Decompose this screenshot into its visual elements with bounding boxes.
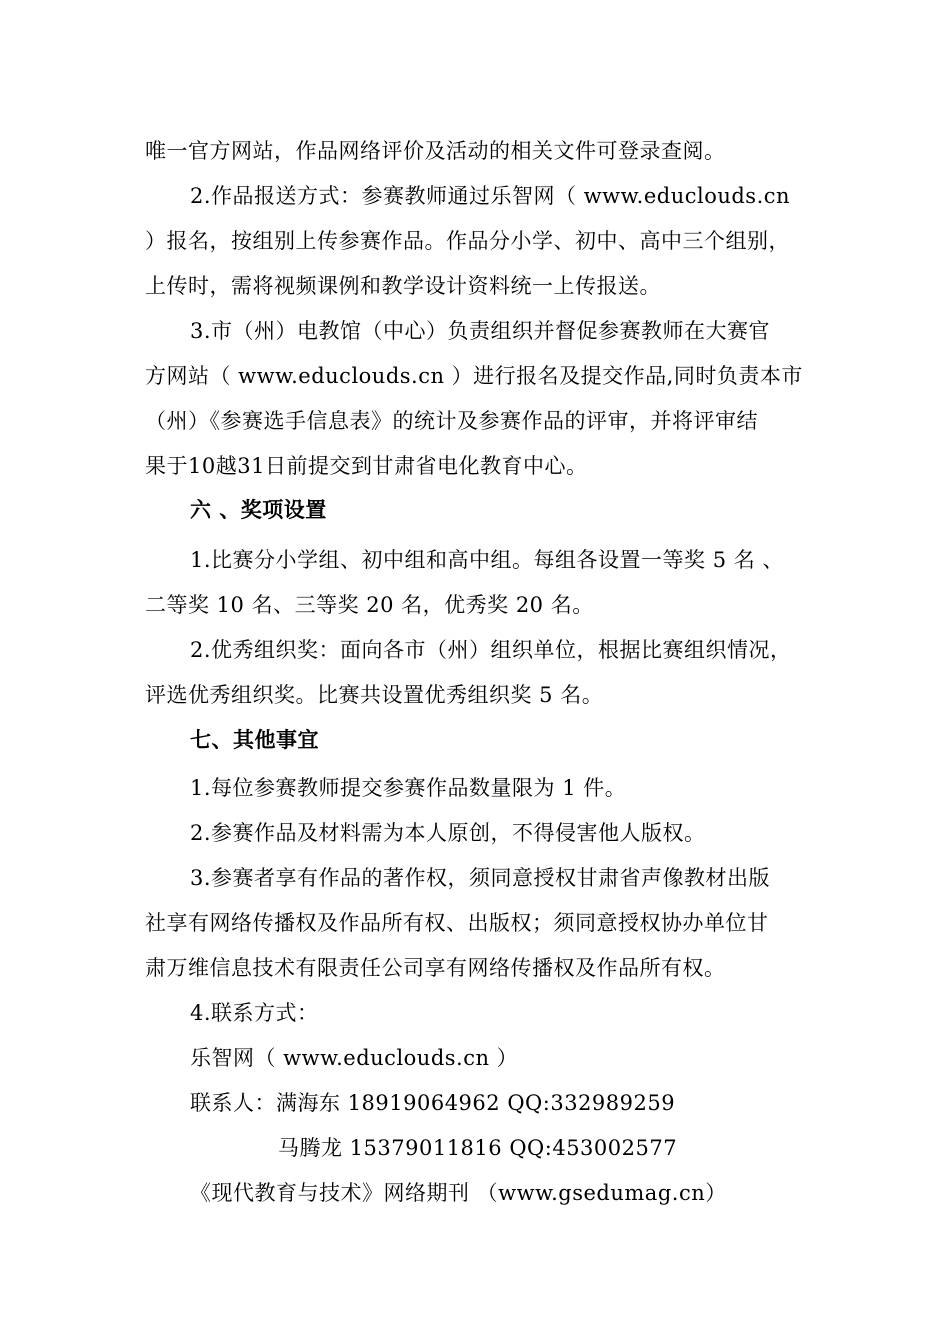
paragraph-line: 3.参赛者享有作品的著作权，须同意授权甘肃省声像教材出版 bbox=[190, 866, 771, 890]
paragraph-line: 唯一官方网站，作品网络评价及活动的相关文件可登录查阅。 bbox=[145, 139, 726, 163]
paragraph-line: 果于10越31日前提交到甘肃省电化教育中心。 bbox=[145, 454, 588, 478]
contact-line: 马腾龙 15379011816 QQ:453002577 bbox=[278, 1136, 678, 1160]
paragraph-line: 肃万维信息技术有限责任公司享有网络传播权及作品所有权。 bbox=[145, 956, 726, 980]
paragraph-line: 社享有网络传播权及作品所有权、出版权；须同意授权协办单位甘 bbox=[145, 911, 769, 935]
paragraph-line: 1.每位参赛教师提交参赛作品数量限为 1 件。 bbox=[190, 776, 627, 800]
paragraph-line: 2.参赛作品及材料需为本人原创，不得侵害他人版权。 bbox=[190, 821, 706, 845]
paragraph-line: 4.联系方式： bbox=[190, 1001, 319, 1025]
paragraph-line: 二等奖 10 名、三等奖 20 名，优秀奖 20 名。 bbox=[145, 593, 594, 617]
paragraph-line: 3.市（州）电教馆（中心）负责组织并督促参赛教师在大赛官 bbox=[190, 319, 771, 343]
paragraph-line: 方网站（ www.educlouds.cn ）进行报名及提交作品,同时负责本市 bbox=[145, 364, 803, 388]
journal-line: 《现代教育与技术》网络期刊 （www.gsedumag.cn） bbox=[190, 1181, 727, 1205]
paragraph-line: 2.作品报送方式：参赛教师通过乐智网（ www.educlouds.cn bbox=[190, 184, 791, 208]
website-line: 乐智网（ www.educlouds.cn ） bbox=[190, 1046, 519, 1070]
paragraph-line: 评选优秀组织奖。比赛共设置优秀组织奖 5 名。 bbox=[145, 683, 604, 707]
paragraph-line: （州）《参赛选手信息表》的统计及参赛作品的评审，并将评审结 bbox=[145, 409, 758, 433]
paragraph-line: ）报名，按组别上传参赛作品。作品分小学、初中、高中三个组别， bbox=[145, 229, 790, 253]
paragraph-line: 1.比赛分小学组、初中组和高中组。每组各设置一等奖 5 名 、 bbox=[190, 548, 784, 572]
section-heading: 七、其他事宜 bbox=[190, 727, 319, 752]
section-heading: 六 、奖项设置 bbox=[190, 497, 327, 522]
paragraph-line: 2.优秀组织奖：面向各市（州）组织单位，根据比赛组织情况， bbox=[190, 638, 792, 662]
contact-line: 联系人：满海东 18919064962 QQ:332989259 bbox=[190, 1091, 676, 1115]
paragraph-line: 上传时，需将视频课例和教学设计资料统一上传报送。 bbox=[145, 274, 661, 298]
